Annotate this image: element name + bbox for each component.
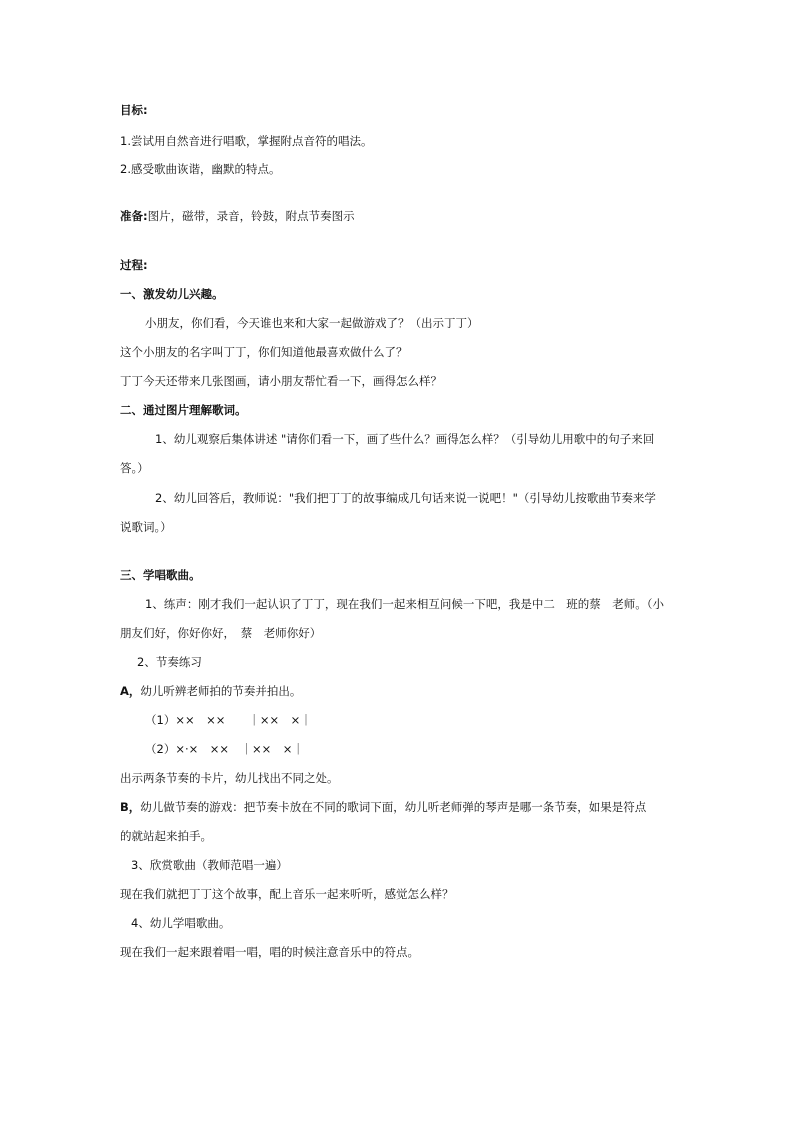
section-2-paragraph-2-cont: 说歌词。） [120,520,172,534]
section-2-paragraph-1-cont: 答。） [120,461,149,475]
preparation-label: 准备: [120,209,148,223]
section-1-paragraph-2: 这个小朋友的名字叫丁丁，你们知道他最喜欢做什么了？ [120,345,408,359]
section-3-paragraph-1: 1、练声：刚才我们一起认识了丁丁，现在我们一起来相互问候一下吧，我是中二 班的蔡 老师。（小 [145,597,665,611]
section-3-paragraph-4: 3、欣赏歌曲（教师范唱一遍） [131,858,288,872]
section-2-heading: 二、通过图片理解歌词。 [120,403,247,417]
item-b-text: 幼儿做节奏的游戏：把节奏卡放在不同的歌词下面，幼儿听老师弹的琴声是哪一条节奏，如果是符点 [140,800,647,814]
process-heading: 过程: [120,258,148,272]
section-3-paragraph-1-cont: 朋友们好，你好你好， 蔡 老师你好） [120,626,322,640]
item-a-text: 幼儿听辨老师拍的节奏并拍出。 [140,684,302,698]
section-1-paragraph-1: 小朋友，你们看，今天谁也来和大家一起做游戏了？（出示丁丁） [145,316,479,330]
preparation-line [120,208,355,224]
preparation-text: 图片，磁带，录音，铃鼓，附点节奏图示 [147,209,355,223]
section-3-paragraph-2: 2、节奏练习 [137,655,202,669]
section-3-item-a [120,683,301,699]
goal-item-2: 2.感受歌曲诙谐，幽默的特点。 [120,162,281,176]
section-2-paragraph-1: 1、幼儿观察后集体讲述 "请你们看一下，画了些什么？画得怎么样？（引导幼儿用歌中的句子来回 [155,432,655,446]
section-1-heading: 一、激发幼儿兴趣。 [120,287,224,301]
item-a-label: A， [120,684,141,698]
section-3-item-b-cont: 的就站起来拍手。 [120,829,212,843]
section-3-paragraph-3: 出示两条节奏的卡片，幼儿找出不同之处。 [120,771,339,785]
section-1-paragraph-3: 丁丁今天还带来几张图画，请小朋友帮忙看一下，画得怎么样？ [120,374,442,388]
section-3-paragraph-5: 现在我们就把丁丁这个故事，配上音乐一起来听听，感觉怎么样？ [120,887,454,901]
goal-item-1: 1.尝试用自然音进行唱歌，掌握附点音符的唱法。 [120,134,373,148]
item-b-label: B， [120,800,141,814]
goal-heading: 目标: [120,103,148,117]
section-3-paragraph-7: 现在我们一起来跟着唱一唱，唱的时候注意音乐中的符点。 [120,945,419,959]
rhythm-pattern-2: （2）×·× ×× ｜×× ×｜ [145,742,304,756]
section-3-heading: 三、学唱歌曲。 [120,568,201,582]
section-3-paragraph-6: 4、幼儿学唱歌曲。 [131,916,231,930]
section-2-paragraph-2: 2、幼儿回答后，教师说："我们把丁丁的故事编成几句话来说一说吧！"（引导幼儿按歌曲节奏来学 [155,491,656,505]
section-3-item-b [120,799,646,815]
rhythm-pattern-1: （1）×× ×× ｜×× ×｜ [145,713,312,727]
